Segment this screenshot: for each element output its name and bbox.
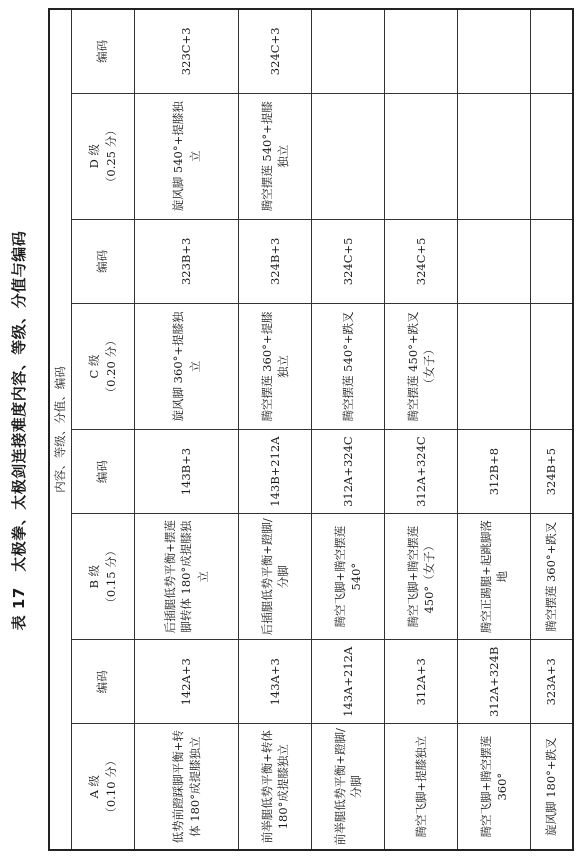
cell-a: 前举腿低势平衡+转体 180°成提膝独立: [239, 724, 312, 850]
cell-a: 前举腿低势平衡+蹬脚/分脚: [312, 724, 385, 850]
cell-c-code: [531, 219, 573, 303]
cell-a: 低势前蹬踩脚平衡+转体 180°成提膝独立: [134, 724, 239, 850]
table-title: 表 17 太极拳、太极剑连接难度内容、等级、分值与编码: [10, 230, 28, 631]
header-c-level: C 级 （0.20 分）: [71, 303, 134, 429]
cell-c-code: [458, 219, 531, 303]
header-d-level: D 级 （0.25 分）: [71, 93, 134, 219]
cell-a-code: 323A+3: [531, 640, 573, 724]
cell-a: 腾空飞脚+提膝独立: [385, 724, 458, 850]
header-code: 编码: [71, 430, 134, 514]
cell-d-code: 324C+3: [239, 9, 312, 93]
cell-c: 旋风脚 360°+提膝独立: [134, 303, 239, 429]
cell-d-code: [458, 9, 531, 93]
cell-a-code: 312A+324B: [458, 640, 531, 724]
header-code: 编码: [71, 9, 134, 93]
cell-c: 腾空摆莲 450°+跌叉（女子）: [385, 303, 458, 429]
cell-d-code: [312, 9, 385, 93]
table-row: [458, 9, 531, 850]
cell-c-code: 324B+3: [239, 219, 312, 303]
cell-d: [312, 93, 385, 219]
cell-b: 腾空正踢腿+起跳脚落地: [458, 514, 531, 640]
cell-c-code: 323B+3: [134, 219, 239, 303]
header-code: 编码: [71, 640, 134, 724]
cell-d-code: [531, 9, 573, 93]
cell-d: 腾空摆莲 540°+提膝独立: [239, 93, 312, 219]
cell-d: 旋风脚 540°+提膝独立: [134, 93, 239, 219]
cell-d: [458, 93, 531, 219]
cell-b: 腾空摆莲 360°+跌叉: [531, 514, 573, 640]
table-row: [239, 9, 312, 850]
cell-c: [458, 303, 531, 429]
cell-c: 腾空摆莲 360°+提膝独立: [239, 303, 312, 429]
header-row: [71, 9, 134, 850]
cell-d-code: [385, 9, 458, 93]
header-code: 编码: [71, 219, 134, 303]
cell-d-code: 323C+3: [134, 9, 239, 93]
cell-a-code: 143A+3: [239, 640, 312, 724]
cell-c-code: 324C+5: [312, 219, 385, 303]
cell-b: 腾空飞脚+腾空摆莲 450°（女子）: [385, 514, 458, 640]
header-top: 内容、等级、分值、编码: [49, 9, 71, 850]
cell-b: 腾空飞脚+腾空摆莲 540°: [312, 514, 385, 640]
cell-b: 后插腿低势平衡+蹬脚/分脚: [239, 514, 312, 640]
cell-d: [385, 93, 458, 219]
cell-a-code: 142A+3: [134, 640, 239, 724]
cell-d: [531, 93, 573, 219]
cell-c: 腾空摆莲 540°+跌叉: [312, 303, 385, 429]
cell-a-code: 312A+3: [385, 640, 458, 724]
cell-b-code: 312A+324C: [312, 430, 385, 514]
cell-a: 腾空飞脚+腾空摆莲 360°: [458, 724, 531, 850]
cell-b-code: 312A+324C: [385, 430, 458, 514]
cell-b: 后插腿低势平衡+摆莲脚转体 180°成提膝独立: [134, 514, 239, 640]
table-row: [385, 9, 458, 850]
cell-b-code: 312B+8: [458, 430, 531, 514]
header-a-level: A 级 （0.10 分）: [71, 724, 134, 850]
difficulty-table: [48, 8, 574, 851]
cell-a-code: 143A+212A: [312, 640, 385, 724]
cell-a: 旋风脚 180°+跌叉: [531, 724, 573, 850]
table-row: [312, 9, 385, 850]
cell-b-code: 324B+5: [531, 430, 573, 514]
cell-c-code: 324C+5: [385, 219, 458, 303]
cell-c: [531, 303, 573, 429]
cell-b-code: 143B+3: [134, 430, 239, 514]
cell-b-code: 143B+212A: [239, 430, 312, 514]
table-row: [531, 9, 573, 850]
header-b-level: B 级 （0.15 分）: [71, 514, 134, 640]
table-row: [134, 9, 239, 850]
